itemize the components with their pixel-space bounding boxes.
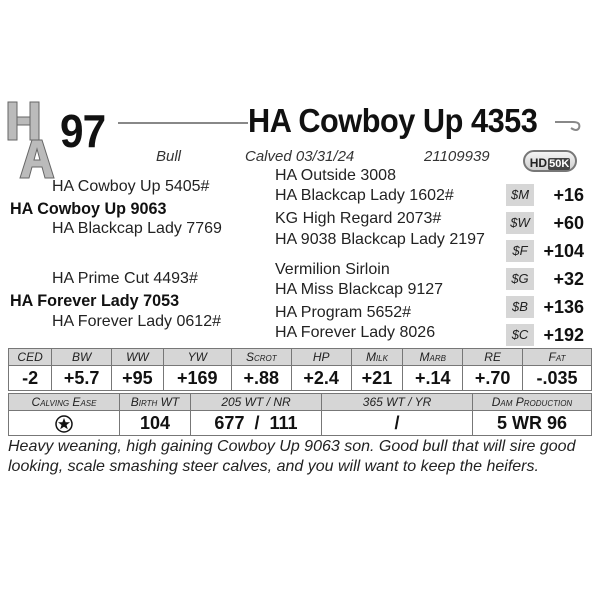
pedigree-ancestor: HA Program 5652# <box>275 304 412 321</box>
epd-header: CED <box>9 349 52 366</box>
epd-header: Marb <box>403 349 463 366</box>
pedigree-ancestor: HA Forever Lady 8026 <box>275 324 436 341</box>
performance-header-row <box>9 394 592 411</box>
registration-number: 21109939 <box>424 148 490 165</box>
pedigree-ancestor: HA Blackcap Lady 1602# <box>275 187 454 204</box>
birth-weight: 104 <box>120 411 191 436</box>
perf-header: 365 WT / YR <box>322 394 473 411</box>
index-label: $G <box>506 268 534 290</box>
dam-sire: HA Prime Cut 4493# <box>52 270 198 287</box>
index-f <box>506 238 584 264</box>
index-value: +60 <box>553 213 584 233</box>
epd-header: RE <box>463 349 523 366</box>
index-value: +32 <box>553 269 584 289</box>
dam-production: 5 WR 96 <box>473 411 592 436</box>
index-value: +136 <box>543 297 584 317</box>
pedigree-ancestor: HA Outside 3008 <box>275 167 396 184</box>
dam: HA Forever Lady 7053 <box>10 291 180 310</box>
weaning-weight-cell <box>191 411 322 436</box>
epd-header-row <box>9 349 592 366</box>
dam-dam: HA Forever Lady 0612# <box>52 313 221 330</box>
yearling-weight-cell <box>322 411 473 436</box>
epd-value: +.14 <box>403 366 463 391</box>
epd-value: -.035 <box>523 366 592 391</box>
separator: / <box>394 412 400 433</box>
star-circle-icon <box>55 415 73 433</box>
lot-number: 97 <box>60 105 106 157</box>
epd-header: YW <box>163 349 231 366</box>
perf-header: Dam Production <box>473 394 592 411</box>
performance-value-row <box>9 411 592 436</box>
weaning-weight: 677 <box>214 412 245 433</box>
index-value: +104 <box>543 241 584 261</box>
index-label: $F <box>506 240 534 262</box>
separator: / <box>254 412 260 433</box>
epd-header: Scrot <box>231 349 291 366</box>
epd-header: HP <box>291 349 351 366</box>
genomic-badge: HD 50K <box>523 150 577 172</box>
performance-table <box>8 393 592 436</box>
epd-value: -2 <box>9 366 52 391</box>
lot-comment: Heavy weaning, high gaining Cowboy Up 9063 son. Good bull that will sire good looking, scale smashing steer calves, and you will want to keep the heifers. <box>8 438 576 475</box>
perf-header: 205 WT / NR <box>191 394 322 411</box>
sire-dam: HA Blackcap Lady 7769 <box>52 220 222 237</box>
epd-value: +21 <box>351 366 403 391</box>
ha-logo-icon <box>6 100 64 180</box>
epd-value: +169 <box>163 366 231 391</box>
perf-header: Calving Ease <box>9 394 120 411</box>
sire: HA Cowboy Up 9063 <box>10 199 167 218</box>
pedigree-ancestor: Vermilion Sirloin <box>275 261 390 278</box>
index-label: $M <box>506 184 534 206</box>
animal-sex: Bull <box>156 148 182 165</box>
epd-table <box>8 348 592 391</box>
epd-value: +95 <box>112 366 164 391</box>
epd-header: Milk <box>351 349 403 366</box>
pedigree-ancestor: HA 9038 Blackcap Lady 2197 <box>275 231 485 248</box>
epd-header: BW <box>52 349 112 366</box>
rule-end-ornament <box>555 114 583 134</box>
epd-value-row <box>9 366 592 391</box>
index-c <box>506 322 584 348</box>
index-g <box>506 266 584 292</box>
weaning-ratio: 111 <box>269 412 298 433</box>
pedigree-ancestor: KG High Regard 2073# <box>275 210 442 227</box>
index-value: +16 <box>553 185 584 205</box>
perf-header: Birth WT <box>120 394 191 411</box>
index-label: $W <box>506 212 534 234</box>
calved-date: Calved 03/31/24 <box>245 148 355 165</box>
epd-value: +2.4 <box>291 366 351 391</box>
index-label: $B <box>506 296 534 318</box>
animal-name: HA Cowboy Up 4353 <box>248 102 538 139</box>
epd-header: WW <box>112 349 164 366</box>
sire-sire: HA Cowboy Up 5405# <box>52 178 210 195</box>
pedigree-ancestor: HA Miss Blackcap 9127 <box>275 281 444 298</box>
epd-header: Fat <box>523 349 592 366</box>
header-rule <box>118 122 248 124</box>
index-b <box>506 294 584 320</box>
index-m <box>506 182 584 208</box>
epd-value: +5.7 <box>52 366 112 391</box>
index-value: +192 <box>543 325 584 345</box>
epd-value: +.88 <box>231 366 291 391</box>
index-label: $C <box>506 324 534 346</box>
calving-ease-cell <box>9 411 120 436</box>
index-w <box>506 210 584 236</box>
epd-value: +.70 <box>463 366 523 391</box>
